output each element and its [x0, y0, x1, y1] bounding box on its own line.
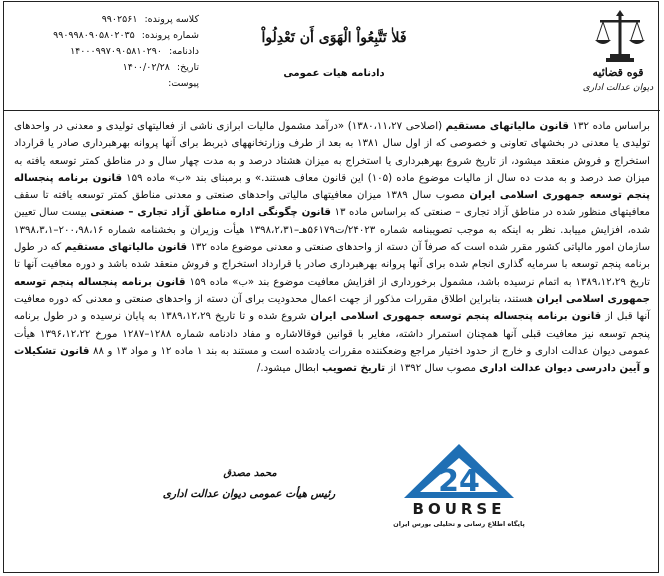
header-divider	[4, 110, 660, 111]
document-type: دادنامه هیات عمومی	[283, 68, 385, 79]
ruling-body-text: براساس ماده ۱۳۲ قانون مالیاتهای مستقیم (اصلاحی ۱۳۸۰،۱۱،۲۷) «درآمد مشمول مالیات ابرازی ناشی از فعالیتهای تولیدی و معدنی در واحدهای تولیدی یا معدنی در بخشهای تعاونی و خصوصی که از اول سال ۱۳۸۱ به بعد از طرف وزارتخانههای ذیربط برای آنها پروانه بهرهبرداری صادر یا قرارداد استخراج و فروش منعقد میشود، از تاریخ شروع بهرهبرداری یا استخراج به میزان هشتاد درصد و به مدت چهار سال و در مناطق کمتر توسعه یافته به میزان صد درصد و به مدت ده سال از مالیات موضوع ماده (۱۰۵) این قانون معاف هستند.» و برمبنای بند «ب» ماده ۱۵۹ قانون برنامه پنجساله پنجم توسعه جمهوری اسلامی ایران مصوب سال ۱۳۸۹ میزان معافیتهای مالیاتی واحدهای صنعتی و معدنی مناطق کمتر توسعه یافته تا سقف معافیتهای منظور شده در مناطق آزاد تجاری – صنعتی که براساس ماده ۱۳ قانون چگونگی اداره مناطق آزاد تجاری – صنعتی بیست سال تعیین شده، افزایش مییابد. نظر به اینکه به موجب تصویبنامه شماره ۲۴۰۲۳/ت۵۶۱۷۹هـ–۱۳۹۸،۲،۳۱ هیأت وزیران و بخشنامه شماره ۲۰۰،۹۸،۱۶–۱۳۹۸،۳،۱ سازمان امور مالیاتی کشور مقرر شده است که صرفاً آن دسته از واحدهای صنعتی و معدنی موضوع ماده ۱۳۲ قانون مالیاتهای مستقیم که در طول برنامه پنجم توسعه با سرمایه گذاری انجام شده برای آنها پروانه بهرهبرداری صادر یا قرارداد استخراج و فروش منعقد شده باشد و دوره معافیت آنها تا تاریخ ۱۳۸۹،۱۲،۲۹ به اتمام نرسیده باشد، مشمول برخورداری از افزایش معافیت موضوع بند «ب» ماده ۱۵۹ قانون برنامه پنجساله پنجم توسعه جمهوری اسلامی ایران هستند، بنابراین اطلاق مقررات مذکور از جهت اعمال محدودیت برای آن دسته از واحدهای صنعتی و معدنی که دوره معافیت آنها قبل از قانون برنامه پنجساله پنجم توسعه جمهوری اسلامی ایران شروع شده و تا تاریخ ۱۳۸۹،۱۲،۲۹ به پایان نرسیده و در طول برنامه پنجم توسعه نیز معافیت قبلی آنها همچنان استمرار داشته، مغایر با قوانین فوقالاشاره و مفاد دادنامه شماره ۱۲۸۸–۱۲۸۷ مورخ ۱۳۹۶،۱۲،۲۲ هیأت عمومی دیوان عدالت اداری و خارج از حدود اختیار مراجع وضعکننده مقررات یادشده است و مستند به بند ۱ ماده ۱۲ و مواد ۱۳ و ۸۸ قانون تشکیلات و آیین دادرسی دیوان عدالت اداری مصوب سال ۱۳۹۲ از تاریخ تصویب ابطال میشود./	[14, 121, 651, 375]
meta-case-number: شماره پرونده: ۹۹۰۹۹۸۰۹۰۵۸۰۲۰۳۵	[53, 30, 199, 41]
document-frame	[3, 1, 659, 573]
signatory-role: رئیس هیأت عمومی دیوان عدالت اداری	[162, 488, 336, 500]
document-meta	[14, 12, 199, 92]
signatory-name: محمد مصدق	[223, 468, 277, 479]
bourse24-logo-icon	[384, 442, 534, 532]
meta-date: تاریخ: ۱۴۰۰/۰۲/۲۸	[122, 62, 199, 73]
organization-name: قوه قضائیه	[592, 66, 644, 79]
court-name: دیوان عدالت اداری	[582, 83, 654, 93]
quran-verse: فَلاٰ تَتَّبِعُواْ الْهَوَى أَن تَعْدِلُواْ	[261, 30, 407, 46]
logo-number: 24	[438, 464, 480, 499]
meta-ruling-number: دادنامه: ۱۴۰۰۰۹۹۷۰۹۰۵۸۱۰۲۹۰	[70, 46, 199, 57]
judiciary-emblem-icon	[592, 8, 648, 68]
logo-tagline: پایگاه اطلاع رسانی و تحلیلی بورس ایران	[393, 520, 525, 528]
meta-attachment: پیوست:	[168, 78, 199, 89]
logo-wordmark: BOURSE	[412, 500, 506, 518]
meta-case-class: کلاسه پرونده: ۹۹۰۲۵۶۱	[101, 14, 199, 25]
document-header	[4, 2, 660, 110]
